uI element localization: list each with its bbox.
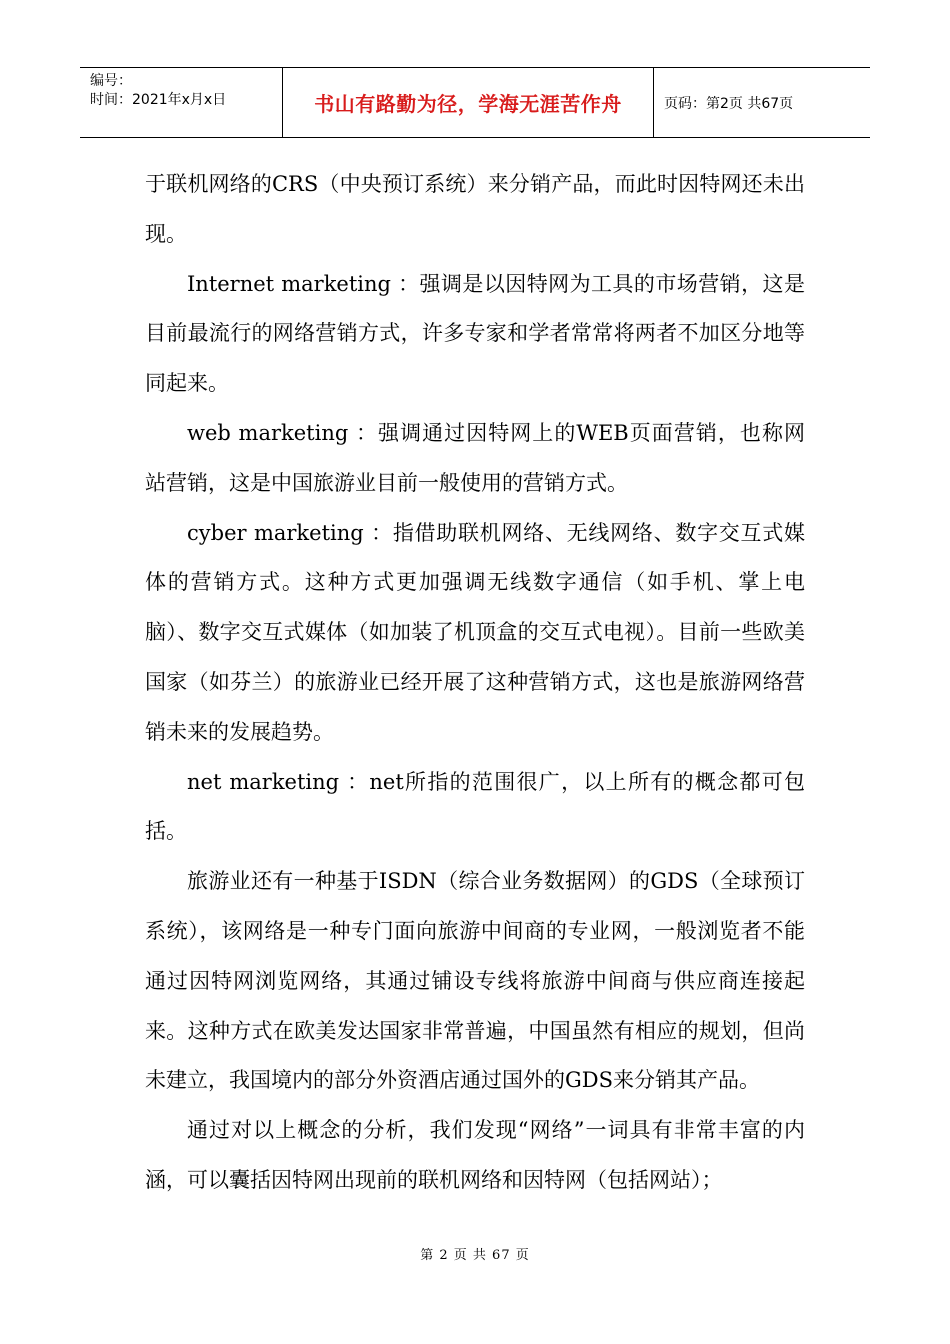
page-header [80,67,870,138]
paragraph: cyber marketing ：指借助联机网络、无线网络、数字交互式媒体的营销方式。这种方式更加强调无线数字通信（如手机、掌上电脑）、数字交互式媒体（如加装了机顶盒的交互式电视）。目前一些欧美国家（如芬兰）的旅游业已经开展了这种营销方式，这也是旅游网络营销未来的发展趋势。 [145,520,805,744]
paragraph: web marketing ：强调通过因特网上的WEB页面营销，也称网站营销，这是中国旅游业目前一般使用的营销方式。 [145,420,805,495]
paragraph: 于联机网络的CRS（中央预订系统）来分销产品，而此时因特网还未出现。 [145,172,805,246]
paragraph: Internet marketing ：强调是以因特网为工具的市场营销，这是目前最流行的网络营销方式，许多专家和学者常常将两者不加区分地等同起来。 [145,271,805,396]
document-date: 时间：2021年x月x日 [90,92,227,108]
page-footer: 第 2 页 共 67 页 [420,1248,530,1263]
document-number: 编号： [90,73,132,89]
document-body [145,160,805,1206]
paragraph: 通过对以上概念的分析，我们发现“网络”一词具有非常丰富的内涵，可以囊括因特网出现前的联机网络和因特网（包括网站）； [145,1118,805,1192]
header-page-info: 页码：第2页 共67页 [664,95,794,112]
paragraph: 旅游业还有一种基于ISDN（综合业务数据网）的GDS（全球预订系统），该网络是一种专门面向旅游中间商的专业网，一般浏览者不能通过因特网浏览网络，其通过铺设专线将旅游中间商与供应商连接起来。这种方式在欧美发达国家非常普遍，中国虽然有相应的规划，但尚未建立，我国境内的部分外资酒店通过国外的GDS来分销其产品。 [145,869,805,1093]
header-motto: 书山有路勤为径，学海无涯苦作舟 [283,68,654,137]
header-meta [80,68,283,137]
paragraph: net marketing ：net所指的范围很广，以上所有的概念都可包括。 [145,769,805,844]
